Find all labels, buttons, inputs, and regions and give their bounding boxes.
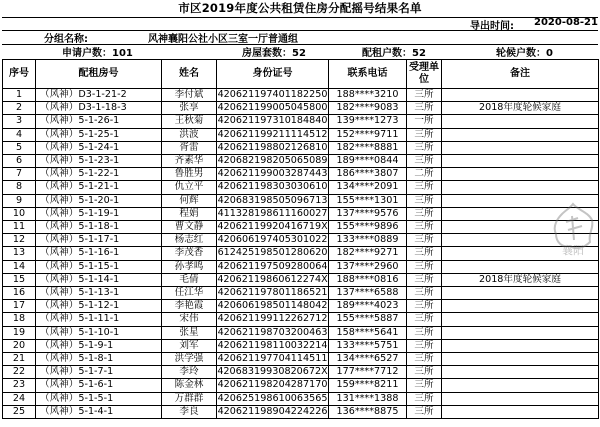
column-header: 受理单位 (407, 60, 442, 89)
id-number: 420621199005045800 (217, 102, 328, 114)
remark (442, 194, 599, 207)
phone-number: 133****0889 (329, 234, 407, 247)
tenant-name: 万群群 (162, 392, 217, 405)
room-number: （风神）5-1-7-1 (36, 366, 162, 379)
tenant-name: 孙孝鸣 (162, 260, 217, 273)
table-row (3, 300, 599, 313)
office: 三所 (407, 155, 442, 168)
column-header: 备注 (442, 60, 599, 89)
phone-number: 131****1388 (329, 392, 407, 405)
row-index: 6 (3, 155, 36, 168)
room-number: （风神）5-1-13-1 (36, 287, 162, 300)
remark (442, 405, 599, 418)
remark (442, 300, 599, 313)
phone-number: 152****9711 (329, 128, 407, 141)
tenant-name: 刘军 (162, 339, 217, 352)
phone-number: 159****8211 (329, 379, 407, 392)
table-row (3, 194, 599, 207)
tenant-name: 王秋菊 (162, 115, 217, 128)
row-index: 13 (3, 247, 36, 260)
room-number: （风神）D3-1-18-3 (36, 102, 162, 115)
phone-number: 182****9271 (329, 247, 407, 260)
id-number: 420621198204287170 (217, 379, 328, 391)
room-number: （风神）5-1-20-1 (36, 194, 162, 207)
remark (442, 115, 599, 128)
office: 三所 (407, 181, 442, 194)
tenant-name: 张享 (162, 102, 217, 115)
office: 三所 (407, 194, 442, 207)
phone-number: 134****2091 (329, 181, 407, 194)
row-index: 25 (3, 405, 36, 418)
table-row (3, 89, 599, 102)
divider (2, 30, 598, 31)
room-number: （风神）5-1-5-1 (36, 392, 162, 405)
phone-number: 177****7712 (329, 366, 407, 379)
row-index: 1 (3, 89, 36, 102)
tenant-name: 李良 (162, 405, 217, 418)
table-row (3, 234, 599, 247)
column-header: 身份证号 (217, 60, 329, 89)
row-index: 10 (3, 207, 36, 220)
column-header: 姓名 (162, 60, 217, 89)
id-number: 420621198303030610 (217, 181, 328, 193)
column-header: 序号 (3, 60, 36, 89)
table-row (3, 392, 599, 405)
room-number: （风神）5-1-25-1 (36, 128, 162, 141)
office: 三所 (407, 392, 442, 405)
office: 三所 (407, 379, 442, 392)
room-number: （风神）5-1-4-1 (36, 405, 162, 418)
phone-number: 189****0844 (329, 155, 407, 168)
row-index: 20 (3, 339, 36, 352)
table-header-row (3, 60, 599, 89)
id-number: 420621198703200463 (217, 326, 328, 338)
column-header: 配租房号 (36, 60, 162, 89)
remark (442, 221, 599, 234)
office: 三所 (407, 339, 442, 352)
office: 二所 (407, 168, 442, 181)
tenant-name: 李茂香 (162, 247, 217, 260)
room-number: （风神）5-1-21-1 (36, 181, 162, 194)
tenant-name: 宋伟 (162, 313, 217, 326)
remark (442, 392, 599, 405)
phone-number: 158****5641 (329, 326, 407, 339)
id-number: 420621197704114511 (217, 353, 328, 365)
office: 三所 (407, 260, 442, 273)
office: 三所 (407, 405, 442, 418)
room-number: （风神）5-1-23-1 (36, 155, 162, 168)
phone-number: 137****6588 (329, 287, 407, 300)
office: 三所 (407, 366, 442, 379)
phone-number: 155****9896 (329, 221, 407, 234)
table-row (3, 379, 599, 392)
tenant-name: 李艳霞 (162, 300, 217, 313)
remark (442, 326, 599, 339)
export-label: 导出时间: (470, 21, 514, 32)
office: 三所 (407, 102, 442, 115)
remark (442, 181, 599, 194)
id-number: 420621198904224226 (217, 405, 328, 417)
table-row (3, 366, 599, 379)
id-number: 420606197405301022 (217, 234, 328, 246)
office: 三所 (407, 247, 442, 260)
remark (442, 89, 599, 102)
row-index: 23 (3, 379, 36, 392)
office: 三所 (407, 313, 442, 326)
tenant-name: 洪学强 (162, 353, 217, 366)
waiting-count: 轮候户数：0 (496, 48, 553, 59)
remark (442, 247, 599, 260)
room-number: （风神）5-1-17-1 (36, 234, 162, 247)
tenant-name: 陈金林 (162, 379, 217, 392)
office: 一所 (407, 115, 442, 128)
row-index: 15 (3, 273, 36, 286)
table-row (3, 221, 599, 234)
remark (442, 168, 599, 181)
phone-number: 188****0816 (329, 273, 407, 286)
group-label: 分组名称: (44, 34, 88, 45)
table-row (3, 405, 599, 418)
phone-number: 189****4023 (329, 300, 407, 313)
id-number: 420621198110032214 (217, 339, 328, 351)
row-index: 9 (3, 194, 36, 207)
id-number: 411328198611160027 (217, 207, 328, 219)
remark (442, 379, 599, 392)
remark (442, 353, 599, 366)
remark (442, 128, 599, 141)
row-index: 2 (3, 102, 36, 115)
remark (442, 141, 599, 154)
page-title: 市区2019年度公共租赁住房分配摇号结果名单 (178, 1, 422, 15)
table-row (3, 181, 599, 194)
phone-number: 186****3807 (329, 168, 407, 181)
table-row (3, 141, 599, 154)
id-number: 42062119860612274X (217, 273, 328, 285)
id-number: 420621199112262712 (217, 313, 328, 325)
table-row (3, 260, 599, 273)
phone-number: 155****1301 (329, 194, 407, 207)
remark (442, 207, 599, 220)
office: 三所 (407, 234, 442, 247)
office: 三所 (407, 141, 442, 154)
applicants-count: 申请户数：101 (62, 48, 133, 59)
id-number: 420625198610063565 (217, 392, 328, 404)
phone-number: 139****1273 (329, 115, 407, 128)
room-number: （风神）5-1-16-1 (36, 247, 162, 260)
row-index: 17 (3, 300, 36, 313)
room-number: （风神）5-1-26-1 (36, 115, 162, 128)
row-index: 22 (3, 366, 36, 379)
id-number: 420621197401182250 (217, 89, 328, 100)
watermark-text: 襄阳 (562, 244, 584, 256)
tenant-name: 齐素华 (162, 155, 217, 168)
id-number: 42062119920416719X (217, 221, 328, 233)
id-number: 420606198501148042 (217, 300, 328, 312)
room-number: （风神）5-1-19-1 (36, 207, 162, 220)
room-number: （风神）5-1-18-1 (36, 221, 162, 234)
room-number: （风神）5-1-11-1 (36, 313, 162, 326)
tenant-name: 李付斌 (162, 89, 217, 102)
tenant-name: 何辉 (162, 194, 217, 207)
row-index: 19 (3, 326, 36, 339)
room-number: （风神）5-1-6-1 (36, 379, 162, 392)
id-number: 420621198802126810 (217, 141, 328, 153)
row-index: 5 (3, 141, 36, 154)
row-index: 12 (3, 234, 36, 247)
row-index: 18 (3, 313, 36, 326)
column-header: 联系电话 (329, 60, 407, 89)
phone-number: 137****2960 (329, 260, 407, 273)
id-number: 420621199211114512 (217, 128, 328, 140)
office: 三所 (407, 207, 442, 220)
group-value: 风神襄阳公社小区三室一厅普通组 (148, 34, 298, 45)
phone-number: 137****9576 (329, 207, 407, 220)
room-number: （风神）5-1-24-1 (36, 141, 162, 154)
phone-number: 136****8875 (329, 405, 407, 418)
remark: 2018年度轮候家庭 (442, 102, 599, 115)
room-number: （风神）D3-1-21-2 (36, 89, 162, 102)
table-row (3, 353, 599, 366)
office: 三所 (407, 353, 442, 366)
id-number: 420621197801186521 (217, 287, 328, 299)
remark (442, 313, 599, 326)
id-number: 42068319930820672X (217, 366, 328, 378)
table-row (3, 168, 599, 181)
office: 三所 (407, 128, 442, 141)
id-number: 420621199003287443 (217, 168, 328, 180)
room-number: （风神）5-1-15-1 (36, 260, 162, 273)
row-index: 7 (3, 168, 36, 181)
houses-count: 房屋套数：52 (242, 48, 306, 59)
phone-number: 182****8881 (329, 141, 407, 154)
id-number: 420682198205065089 (217, 155, 328, 167)
id-number: 420683198505096713 (217, 194, 328, 206)
result-table (2, 59, 599, 419)
tenant-name: 程娟 (162, 207, 217, 220)
remark: 2018年度轮候家庭 (442, 273, 599, 286)
office: 三所 (407, 221, 442, 234)
tenant-name: 仇立平 (162, 181, 217, 194)
allocated-count: 配租户数：52 (362, 48, 426, 59)
remark (442, 260, 599, 273)
id-number: 420621197310184840 (217, 115, 328, 127)
remark (442, 339, 599, 352)
room-number: （风神）5-1-9-1 (36, 339, 162, 352)
phone-number: 134****6527 (329, 353, 407, 366)
table-row (3, 339, 599, 352)
row-index: 16 (3, 287, 36, 300)
row-index: 4 (3, 128, 36, 141)
id-number: 420621197509280064 (217, 260, 328, 272)
table-row (3, 326, 599, 339)
office: 三所 (407, 273, 442, 286)
phone-number: 182****9083 (329, 102, 407, 115)
remark (442, 287, 599, 300)
tenant-name: 杨志红 (162, 234, 217, 247)
row-index: 8 (3, 181, 36, 194)
phone-number: 133****5751 (329, 339, 407, 352)
tenant-name: 胥雷 (162, 141, 217, 154)
remark (442, 234, 599, 247)
row-index: 24 (3, 392, 36, 405)
office: 三所 (407, 89, 442, 102)
table-row (3, 247, 599, 260)
room-number: （风神）5-1-14-1 (36, 273, 162, 286)
table-row (3, 273, 599, 286)
table-row (3, 287, 599, 300)
row-index: 21 (3, 353, 36, 366)
room-number: （风神）5-1-8-1 (36, 353, 162, 366)
remark (442, 366, 599, 379)
table-row (3, 155, 599, 168)
tenant-name: 李玲 (162, 366, 217, 379)
tenant-name: 曹文静 (162, 221, 217, 234)
room-number: （风神）5-1-22-1 (36, 168, 162, 181)
id-number: 612425198501280620 (217, 247, 328, 259)
export-value: 2020-08-21 (534, 17, 598, 28)
tenant-name: 毛倩 (162, 273, 217, 286)
tenant-name: 洪波 (162, 128, 217, 141)
tenant-name: 鲁胜男 (162, 168, 217, 181)
room-number: （风神）5-1-12-1 (36, 300, 162, 313)
table-row (3, 102, 599, 115)
office: 三所 (407, 287, 442, 300)
office: 三所 (407, 300, 442, 313)
tenant-name: 张星 (162, 326, 217, 339)
phone-number: 155****5887 (329, 313, 407, 326)
table-row (3, 207, 599, 220)
tenant-name: 任江华 (162, 287, 217, 300)
room-number: （风神）5-1-10-1 (36, 326, 162, 339)
remark (442, 155, 599, 168)
table-row (3, 313, 599, 326)
table-row (3, 128, 599, 141)
row-index: 11 (3, 221, 36, 234)
row-index: 14 (3, 260, 36, 273)
row-index: 3 (3, 115, 36, 128)
table-row (3, 115, 599, 128)
office: 三所 (407, 326, 442, 339)
phone-number: 188****3210 (329, 89, 407, 102)
